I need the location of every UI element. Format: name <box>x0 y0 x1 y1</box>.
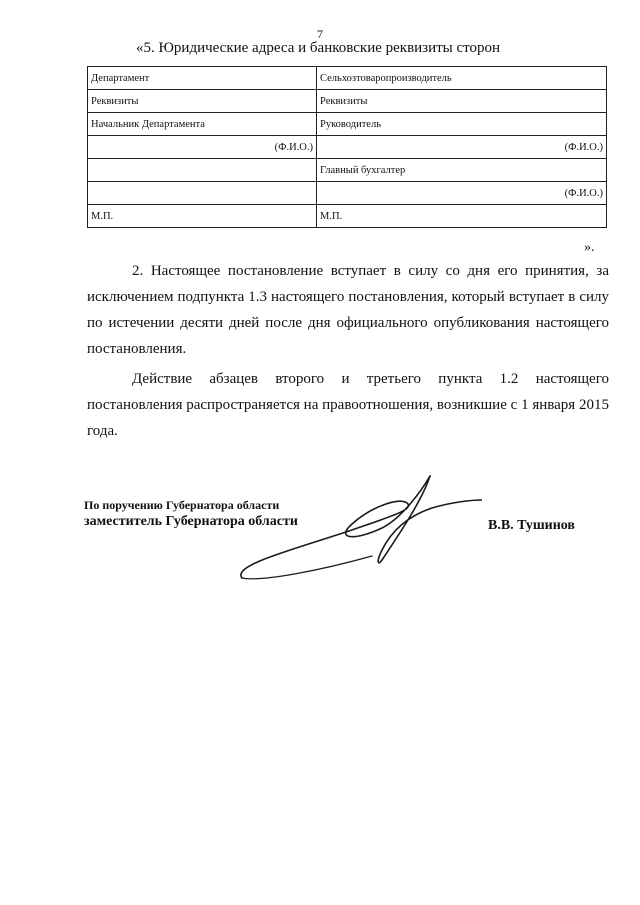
table-row <box>88 67 607 90</box>
table-cell: (Ф.И.О.) <box>317 136 607 159</box>
paragraph-effective-date: 2. Настоящее постановление вступает в силу со дня его принятия, за исключением подпункта 1.3 настоящего постановления, который вступает в силу по истечении десяти дней после дня официального опубликования настоящего постановления. <box>87 263 609 357</box>
handwritten-signature <box>232 470 482 590</box>
signature-position-line: заместитель Губернатора области <box>84 514 298 529</box>
table-cell: М.П. <box>317 205 607 228</box>
requisites-table <box>87 66 607 228</box>
table-row <box>88 159 607 182</box>
table-cell: Сельхозтоваропроизводитель <box>317 67 607 90</box>
table-cell: Начальник Департамента <box>88 113 317 136</box>
table-cell <box>88 159 317 182</box>
table-cell: Главный бухгалтер <box>317 159 607 182</box>
table-cell: Реквизиты <box>317 90 607 113</box>
table-row <box>88 182 607 205</box>
table-cell: Реквизиты <box>88 90 317 113</box>
closing-quote: ». <box>584 240 595 255</box>
table-cell <box>88 182 317 205</box>
table-cell: Департамент <box>88 67 317 90</box>
table-cell: (Ф.И.О.) <box>317 182 607 205</box>
page-number: 7 <box>317 27 323 41</box>
table-row <box>88 90 607 113</box>
table-row <box>88 136 607 159</box>
section-title: «5. Юридические адреса и банковские реквизиты сторон <box>136 40 501 56</box>
signature-authority-line: По поручению Губернатора области <box>84 498 280 512</box>
table-row <box>88 205 607 228</box>
table-cell: М.П. <box>88 205 317 228</box>
table-cell: (Ф.И.О.) <box>88 136 317 159</box>
signatory-name: В.В. Тушинов <box>488 518 575 533</box>
table-row <box>88 113 607 136</box>
paragraph-retroactive: Действие абзацев второго и третьего пункта 1.2 настоящего постановления распространяется на правоотношения, возникшие с 1 января 2015 года. <box>87 371 609 439</box>
table-cell: Руководитель <box>317 113 607 136</box>
